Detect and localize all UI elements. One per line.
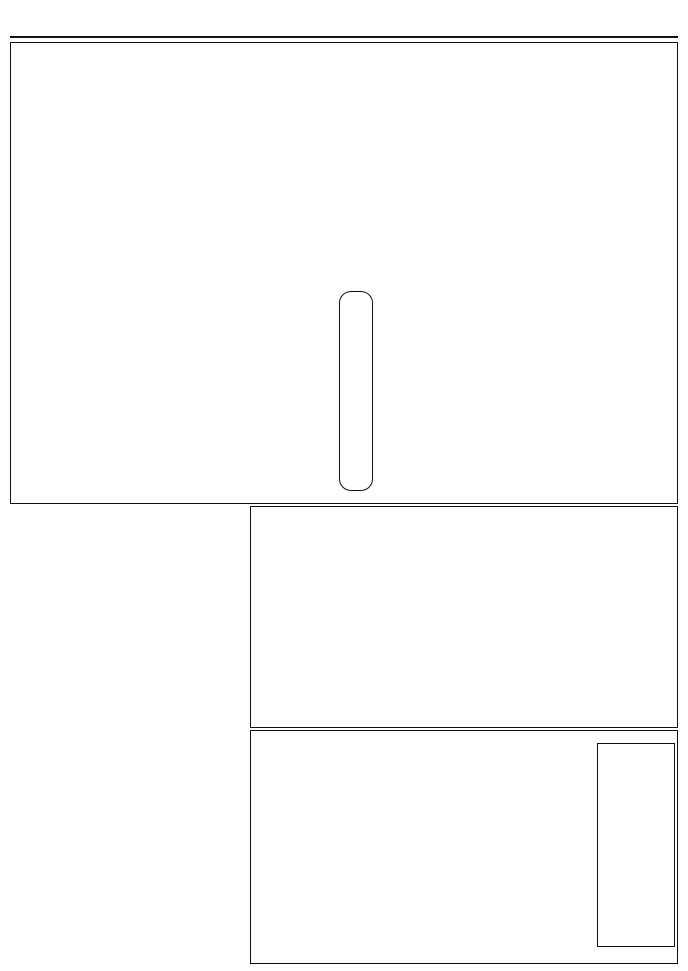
lecture-ribbon xyxy=(597,743,675,947)
article-kicker xyxy=(611,53,635,203)
officers-title-box xyxy=(339,291,373,491)
committee-roster xyxy=(250,506,678,728)
page-header xyxy=(10,4,678,38)
lecture-article xyxy=(250,730,678,964)
founding-article xyxy=(10,42,678,504)
